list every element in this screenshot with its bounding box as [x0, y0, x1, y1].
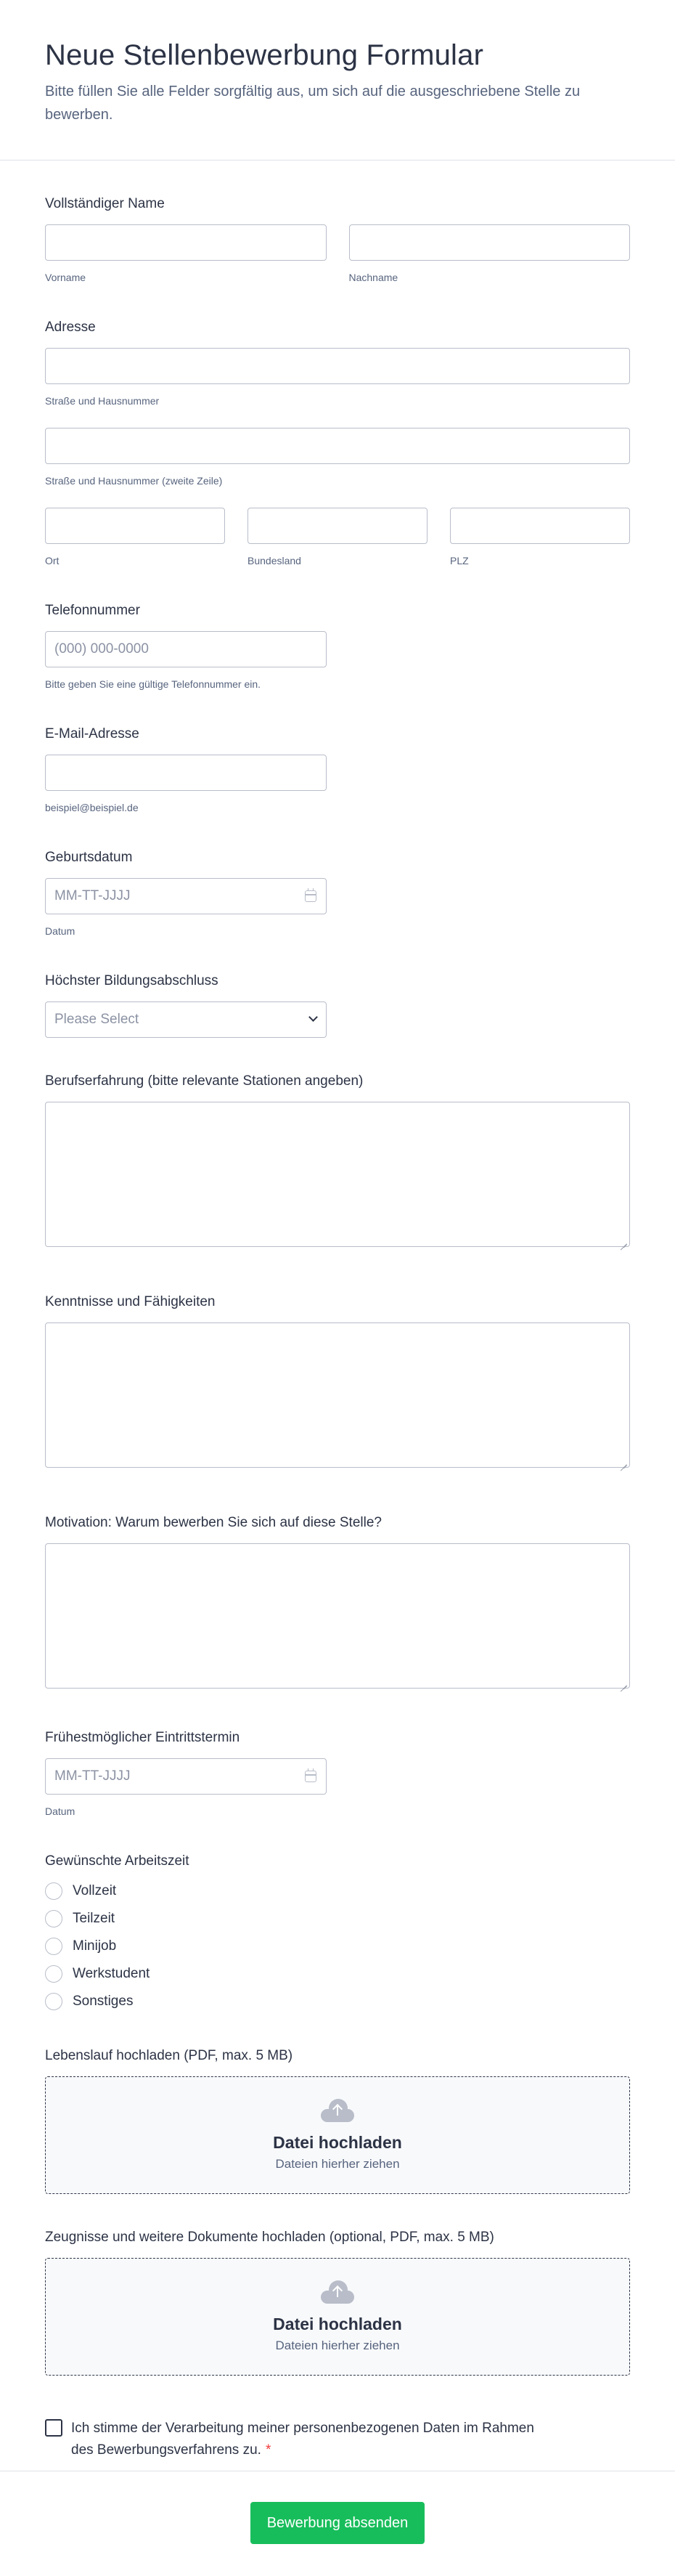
street2-input[interactable]: [45, 428, 630, 464]
radio-button[interactable]: [45, 1965, 62, 1983]
phone-hint: Bitte geben Sie eine gültige Telefonnummer ein.: [45, 678, 261, 690]
experience-textarea[interactable]: [45, 1102, 630, 1247]
upload-title: Datei hochladen: [273, 2315, 402, 2333]
consent-label: Ich stimme der Verarbeitung meiner personenbezogenen Daten im Rahmen des Bewerbungsverfahrens zu.: [71, 2421, 534, 2458]
work-time-option[interactable]: [45, 1988, 630, 2015]
birthdate-input[interactable]: MM-TT-JJJJ: [45, 878, 327, 914]
street2-sublabel: Straße und Hausnummer (zweite Zeile): [45, 475, 223, 487]
start-date-label: Frühestmöglicher Eintrittstermin: [45, 1730, 240, 1745]
radio-button[interactable]: [45, 1910, 62, 1927]
resize-handle-icon[interactable]: [620, 1678, 627, 1686]
street-input[interactable]: [45, 348, 630, 384]
radio-label: Sonstiges: [73, 1994, 134, 2009]
work-time-option[interactable]: [45, 1960, 630, 1988]
resize-handle-icon[interactable]: [620, 1237, 627, 1244]
first-name-sublabel: Vorname: [45, 272, 86, 283]
first-name-input[interactable]: [45, 224, 327, 261]
docs-upload-field: [45, 2229, 630, 2376]
phone-input[interactable]: (000) 000-0000: [45, 631, 327, 667]
motivation-textarea[interactable]: [45, 1543, 630, 1689]
upload-subtitle: Dateien hierher ziehen: [275, 2339, 400, 2352]
experience-label: Berufserfahrung (bitte relevante Stationen angeben): [45, 1073, 364, 1089]
experience-field: [45, 1073, 630, 1247]
zip-input[interactable]: [450, 508, 630, 544]
email-field: [45, 726, 630, 814]
consent-field: [45, 2418, 553, 2461]
cloud-upload-icon: [321, 2280, 354, 2304]
docs-upload-dropzone[interactable]: [45, 2258, 630, 2376]
phone-field: [45, 602, 630, 691]
work-time-options: [45, 1877, 630, 2015]
email-sublabel: beispiel@beispiel.de: [45, 802, 139, 813]
education-select[interactable]: Please Select: [45, 1001, 327, 1038]
resize-handle-icon[interactable]: [620, 1458, 627, 1465]
form-body: [0, 195, 675, 2461]
form-footer: [0, 2471, 675, 2576]
skills-field: [45, 1293, 630, 1468]
zip-sublabel: PLZ: [450, 555, 469, 566]
work-time-option[interactable]: [45, 1933, 630, 1960]
start-date-field: [45, 1729, 630, 1818]
email-input[interactable]: [45, 755, 327, 791]
birthdate-sublabel: Datum: [45, 925, 75, 937]
name-field: [45, 195, 630, 284]
email-label: E-Mail-Adresse: [45, 726, 139, 741]
consent-checkbox[interactable]: [45, 2419, 62, 2437]
radio-label: Werkstudent: [73, 1966, 150, 1981]
radio-label: Teilzeit: [73, 1911, 115, 1926]
education-label: Höchster Bildungsabschluss: [45, 973, 218, 988]
calendar-icon[interactable]: [305, 1771, 316, 1782]
form-title: Neue Stellenbewerbung Formular: [45, 39, 484, 71]
phone-label: Telefonnummer: [45, 603, 140, 618]
start-date-sublabel: Datum: [45, 1805, 75, 1817]
upload-subtitle: Dateien hierher ziehen: [275, 2157, 400, 2171]
cloud-upload-icon: [321, 2099, 354, 2122]
skills-textarea[interactable]: [45, 1322, 630, 1468]
radio-label: Vollzeit: [73, 1883, 117, 1898]
state-sublabel: Bundesland: [248, 555, 301, 566]
required-asterisk: *: [265, 2442, 271, 2458]
submit-button[interactable]: Bewerbung absenden: [250, 2502, 425, 2544]
birthdate-field: [45, 849, 630, 938]
cv-upload-label: Lebenslauf hochladen (PDF, max. 5 MB): [45, 2048, 293, 2063]
education-field: [45, 972, 630, 1038]
work-time-field: [45, 1853, 630, 2015]
last-name-sublabel: Nachname: [348, 272, 398, 283]
upload-title: Datei hochladen: [273, 2133, 402, 2152]
state-input[interactable]: [248, 508, 428, 544]
city-input[interactable]: [45, 508, 225, 544]
radio-label: Minijob: [73, 1938, 117, 1954]
city-sublabel: Ort: [45, 555, 60, 566]
work-time-label: Gewünschte Arbeitszeit: [45, 1853, 189, 1869]
address-field: [45, 319, 630, 567]
skills-label: Kenntnisse und Fähigkeiten: [45, 1294, 216, 1309]
motivation-field: [45, 1514, 630, 1689]
calendar-icon[interactable]: [305, 890, 316, 902]
form-description: Bitte füllen Sie alle Felder sorgfältig aus, um sich auf die ausgeschriebene Stelle zu bewerben.: [45, 84, 581, 123]
start-date-input[interactable]: MM-TT-JJJJ: [45, 1758, 327, 1795]
work-time-option[interactable]: [45, 1905, 630, 1933]
form-header: [0, 0, 675, 161]
docs-upload-label: Zeugnisse und weitere Dokumente hochladen (optional, PDF, max. 5 MB): [45, 2230, 494, 2245]
last-name-input[interactable]: [349, 224, 631, 261]
work-time-option[interactable]: [45, 1877, 630, 1905]
address-label: Adresse: [45, 320, 96, 335]
consent-text: [71, 2418, 553, 2461]
birthdate-label: Geburtsdatum: [45, 850, 133, 865]
cv-upload-field: [45, 2047, 630, 2194]
name-label: Vollständiger Name: [45, 196, 165, 211]
radio-button[interactable]: [45, 1882, 62, 1900]
radio-button[interactable]: [45, 1938, 62, 1955]
motivation-label: Motivation: Warum bewerben Sie sich auf diese Stelle?: [45, 1515, 382, 1530]
radio-button[interactable]: [45, 1993, 62, 2010]
street-sublabel: Straße und Hausnummer: [45, 395, 160, 407]
cv-upload-dropzone[interactable]: [45, 2076, 630, 2194]
